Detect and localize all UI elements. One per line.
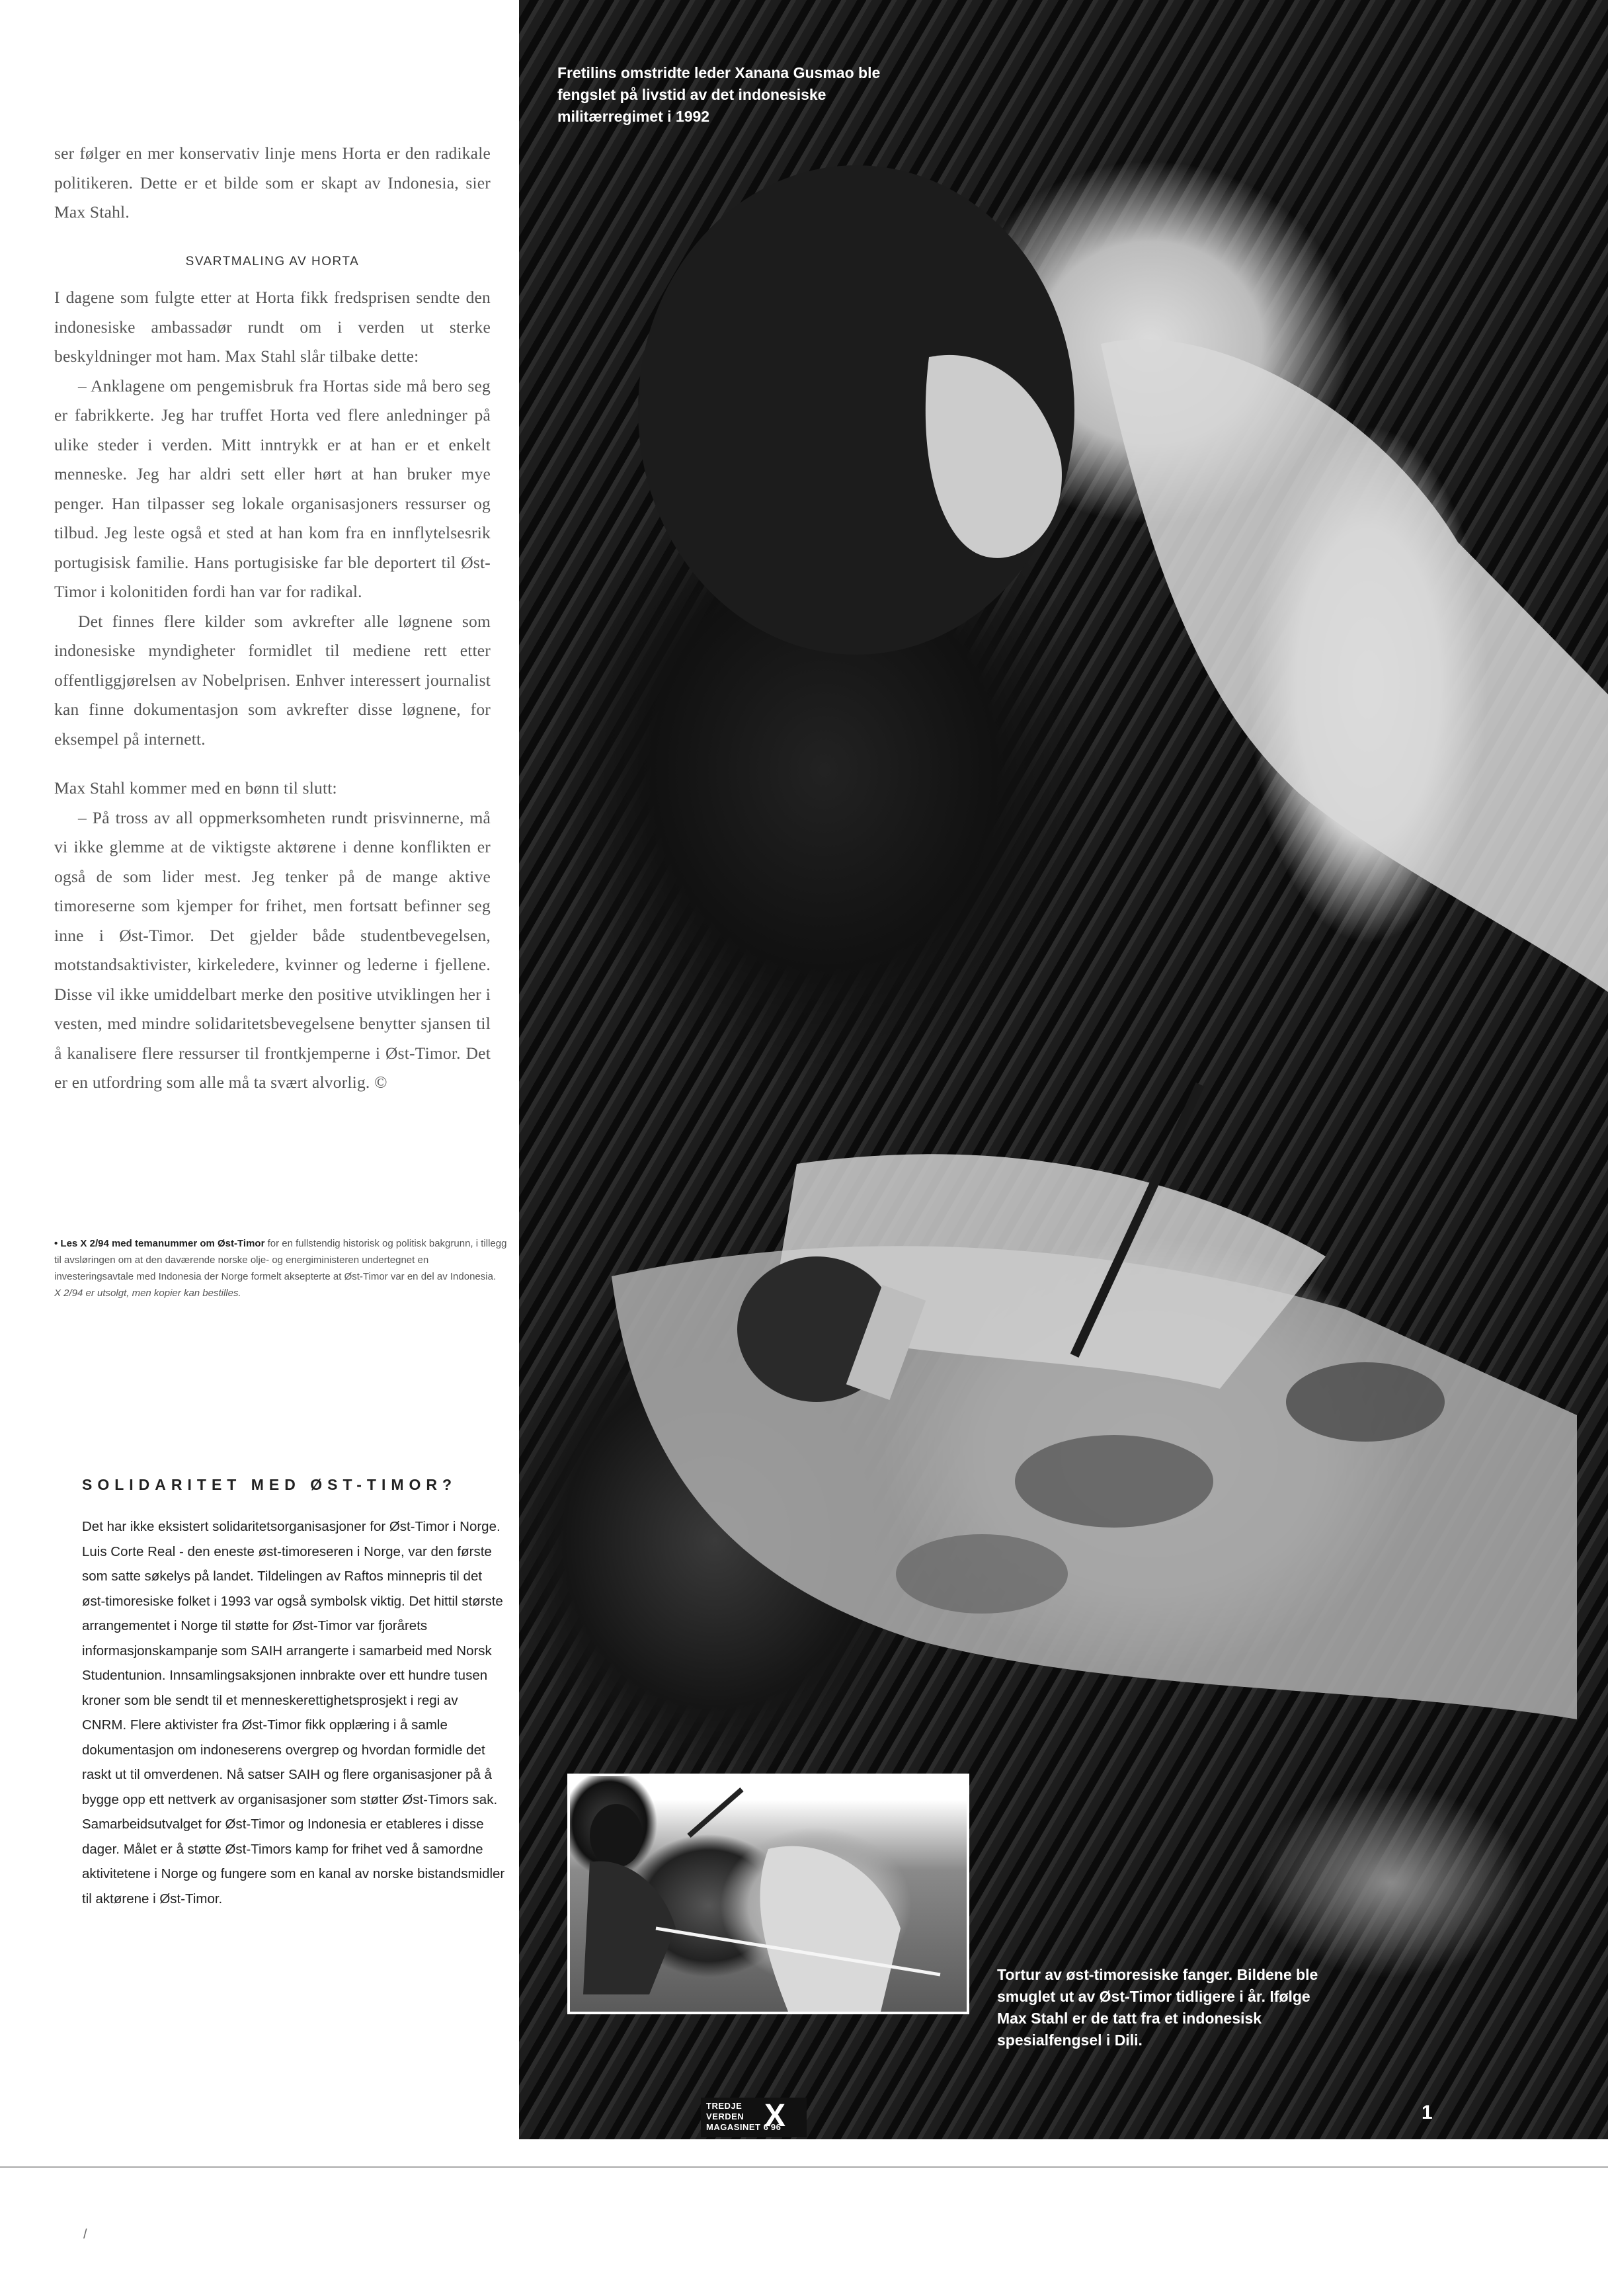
stray-mark: / <box>83 2227 87 2242</box>
footnote-body: for en fullstendig historisk og politisk bakgrunn, i tillegg til avsløringen om at den daværende norske olje- og energiministeren undertegnet en investeringsavtale med Indonesia der Norge formelt aksepterte at Øst-Timor var en del av Indonesia. <box>54 1238 507 1282</box>
footnote-note: X 2/94 er utsolgt, men kopier kan bestilles. <box>54 1288 241 1299</box>
sidebar-title: SOLIDARITET MED ØST-TIMOR? <box>82 1476 458 1493</box>
masthead-line: MAGASINET 6'96 <box>706 2122 782 2132</box>
article-paragraph: I dagene som fulgte etter at Horta fikk fredsprisen sendte den indonesiske ambassadør rundt om i verden ut sterke beskyldninger mot ham. Max Stahl slår tilbake dette: <box>54 288 491 366</box>
masthead-x-mark: X <box>764 2098 786 2133</box>
masthead-line: VERDEN <box>706 2112 744 2121</box>
inset-photo <box>567 1774 969 2014</box>
article-paragraph: ser følger en mer konservativ linje mens Horta er den radikale politikeren. Dette er et bilde som er skapt av Indonesia, sier Max Stahl. <box>54 144 491 222</box>
footnote-lead: • Les X 2/94 med temanummer om Øst-Timor <box>54 1238 265 1249</box>
footnote-text <box>54 1235 510 1285</box>
page-divider <box>0 2166 1608 2168</box>
footnote <box>54 1235 510 1301</box>
inset-photo-detail <box>570 1776 967 2012</box>
sidebar-text: Det har ikke eksistert solidaritetsorganisasjoner for Øst-Timor i Norge. Luis Corte Real - den eneste øst-timoreseren i Norge, var den første som satte søkelys på landet. Tildelingen av Raftos minnepris til det øst-timoresiske folket i 1993 var også symbolsk viktig. Det hittil største arrangementet i Norge til støtte for Øst-Timor var fjorårets informasjonskampanje som SAIH arrangerte i samarbeid med Norsk Studentunion. Innsamlingsaksjonen innbrakte over ett hundre tusen kroner som ble sendt til et menneskerettighetsprosjekt i regi av CNRM. Flere aktivister fra Øst-Timor fikk opplæring i å samle dokumentasjon om indoneserens overgrep og hvordan formidle det raskt ut til omverdenen. Nå satser SAIH og flere organisasjoner på å bygge opp ett nettverk av organisasjoner som støtter Øst-Timors sak. Samarbeidsutvalget for Øst-Timor og Indonesia er etableres i disse dager. Målet er å støtte Øst-Timors kamp for frihet ved å samordne aktivitetene i Norge og fungere som en kanal av norske bistandsmidler til aktørene i Øst-Timor. <box>82 1519 505 1906</box>
article-paragraph: – Anklagene om pengemisbruk fra Hortas side må bero seg er fabrikkerte. Jeg har truffet Horta ved flere anledninger på ulike steder i verden. Mitt inntrykk er at han er et enkelt menneske. Jeg har aldri sett eller hørt at han bruker mye penger. Han tilpasser seg lokale organisasjoners ressurser og tilbud. Jeg leste også et sted at han kom fra en innflytelsesrik portugisisk familie. Hans portugisiske far ble deportert til Øst-Timor i kolonitiden fordi han var for radikal. <box>54 376 491 601</box>
magazine-masthead-logo <box>701 2098 807 2137</box>
photo-caption-top: Fretilins omstridte leder Xanana Gusmao ble fengslet på livstid av det indonesiske militærregimet i 1992 <box>557 64 881 125</box>
article-subheading: SVARTMALING AV HORTA <box>185 254 360 268</box>
page-number: 1 <box>1422 2102 1433 2123</box>
photo-caption-bottom: Tortur av øst-timoresiske fanger. Bildene ble smuglet ut av Øst-Timor tidligere i år. Ifølge Max Stahl er de tatt fra et indonesisk spesialfengsel i Dili. <box>997 1966 1318 2049</box>
article-paragraph: – På tross av all oppmerksomheten rundt prisvinnerne, må vi ikke glemme at de viktigste aktørene i denne konflikten er også de som lider mest. Jeg tenker på de mange aktive timoreserne som kjemper for frihet, men fortsatt befinner seg inne i Øst-Timor. Det gjelder både studentbevegelsen, motstandsaktivister, kirkeledere, kvinner og lederne i fjellene. Disse vil ikke umiddelbart merke den positive utviklingen her i vesten, med mindre solidaritetsbevegelsene benytter sjansen til å kanalisere flere ressurser til frontkjemperne i Øst-Timor. Det er en utfordring som alle må ta svært alvorlig. © <box>54 807 491 1092</box>
article-body <box>54 139 491 1098</box>
article-paragraph: Det finnes flere kilder som avkrefter alle løgnene som indonesiske myndigheter formidlet til mediene rett etter offentliggjørelsen av Nobelprisen. Enhver interessert journalist kan finne dokumentasjon som avkrefter disse løgnene, for eksempel på internett. <box>54 611 491 749</box>
article-paragraph: Max Stahl kommer med en bønn til slutt: <box>54 778 337 798</box>
masthead-line: TREDJE <box>706 2101 743 2111</box>
